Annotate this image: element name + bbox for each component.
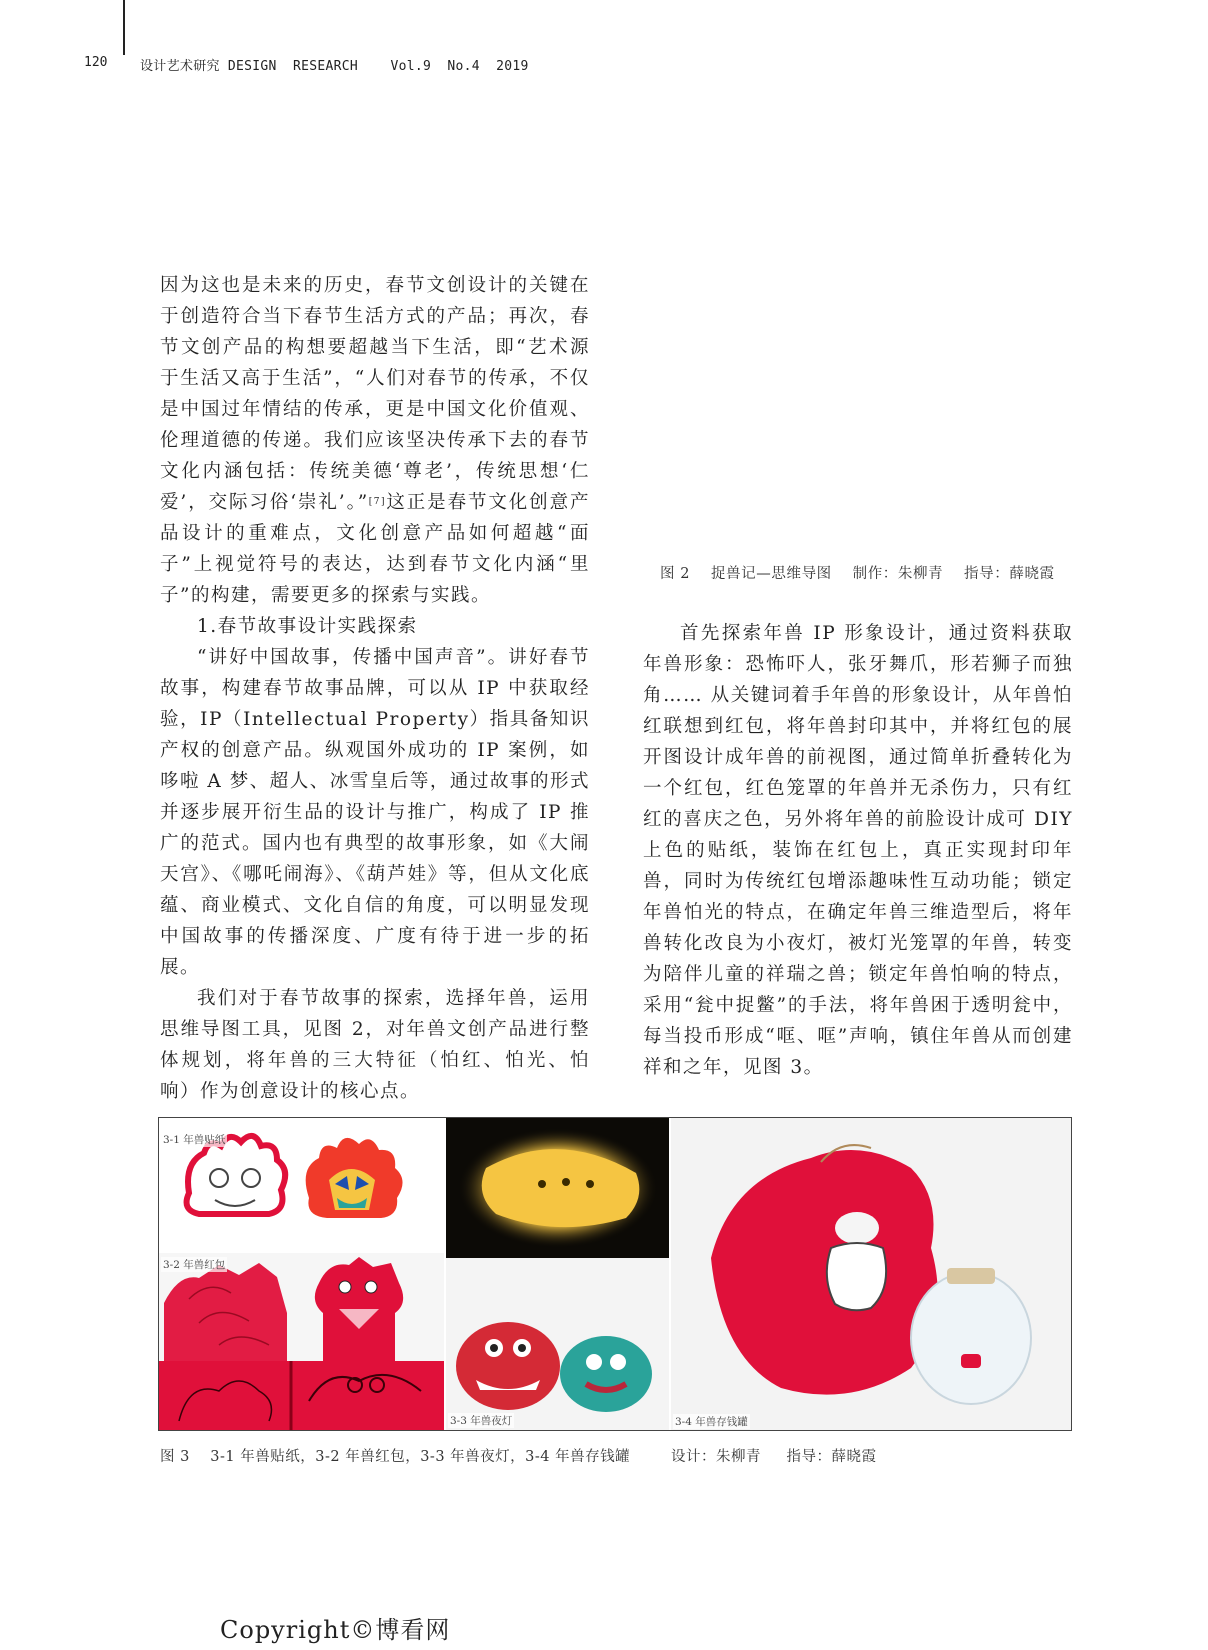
paragraph [160,270,590,611]
panel-label-red-packet: 3-2 年兽红包 [163,1259,226,1271]
paragraph: 我们对于春节故事的探索，选择年兽，运用思维导图工具，见图 2，对年兽文创产品进行整体规划，将年兽的三大特征（怕红、怕光、怕响）作为创意设计的核心点。 [160,988,590,1102]
figure-3-caption: 图 3 3-1 年兽贴纸，3-2 年兽红包，3-3 年兽夜灯，3-4 年兽存钱罐 设计：朱柳青 指导：薛晓霞 [160,1449,877,1465]
panel-label-sticker: 3-1 年兽贴纸 [163,1134,226,1146]
panel-label-piggy-bank: 3-4 年兽存钱罐 [675,1416,748,1428]
page-number: 120 [84,55,108,70]
night-light-figures-illustration [446,1258,669,1430]
header-rule [123,0,125,55]
journal-title: 设计艺术研究 DESIGN RESEARCH Vol.9 No.4 2019 [140,59,529,74]
copyright-watermark: Copyright©博看网 [220,1616,451,1644]
paragraph: 首先探索年兽 IP 形象设计，通过资料获取年兽形象：恐怖吓人，张牙舞爪，形若狮子而独角…… 从关键词着手年兽的形象设计，从年兽怕红联想到红包，将年兽封印其中，并将红包的展开图设计成年兽的前视图，通过简单折叠转化为一个红包，红色笼罩的年兽并无杀伤力，只有红红的喜庆之色，另外将年兽的前脸设计成可 DIY 上色的贴纸，装饰在红包上，真正实现封印年兽，同时为传统红包增添趣味性互动功能；锁定年兽怕光的特点，在确定年兽三维造型后，将年兽转化改良为小夜灯，被灯光笼罩的年兽，转变为陪伴儿童的祥瑞之兽；锁定年兽怕响的特点，采用“瓮中捉鳖”的手法，将年兽困于透明瓮中，每当投币形成“哐、哐”声响，镇住年兽从而创建祥和之年，见图 3。 [643,623,1073,1078]
piggy-bank-photo [671,1118,1071,1430]
right-column [643,618,1073,1083]
paragraph: “讲好中国故事，传播中国声音”。讲好春节故事，构建春节故事品牌，可以从 IP 中获取经验，IP（Intellectual Property）指具备知识产权的创意产品。纵观国外成功的 IP 案例，如哆啦 A 梦、超人、冰雪皇后等，通过故事的形式并逐步展开衍生品的设计与推广，构成了 IP 推广的范式。国内也有典型的故事形象，如《大闹天宫》、《哪吒闹海》、《葫芦娃》等，但从文化底蕴、商业模式、文化自信的角度，可以明显发现中国故事的传播深度、广度有待于进一步的拓展。 [160,647,590,978]
paragraph-text: 这正是春节文化创意产品设计的重难点，文化创意产品如何超越“面子”上视觉符号的表达，达到春节文化内涵“里子”的构建，需要更多的探索与实践。 [160,492,590,606]
sticker-panel [159,1118,444,1253]
figure-2-caption: 图 2 捉兽记—思维导图 制作：朱柳青 指导：薛晓霞 [660,566,1055,582]
paragraph-text: 因为这也是未来的历史，春节文创设计的关键在于创造符合当下春节生活方式的产品；再次，春节文创产品的构想要超越当下生活，即“艺术源于生活又高于生活”，“人们对春节的传承，不仅是中国过年情结的传承，更是中国文化价值观、伦理道德的传递。我们应该坚决传承下去的春节文化内涵包括：传统美德‘尊老’，传统思想‘仁爱’，交际习俗‘崇礼’。” [160,275,590,513]
panel-label-night-light: 3-3 年兽夜灯 [450,1415,513,1427]
figure-3 [158,1117,1072,1431]
piggy-bank-illustration [671,1118,1071,1430]
red-packet-flat-illustration [159,1361,444,1430]
red-packet-flat-panel [159,1361,444,1430]
night-light-illustration [446,1118,669,1258]
page-header [0,0,1208,90]
section-heading: 1.春节故事设计实践探索 [197,616,418,637]
left-column [160,270,590,1107]
night-light-figures-photo [446,1258,669,1430]
citation: [7] [368,497,386,507]
red-packet-panel [159,1253,444,1361]
night-light-photo [446,1118,669,1258]
